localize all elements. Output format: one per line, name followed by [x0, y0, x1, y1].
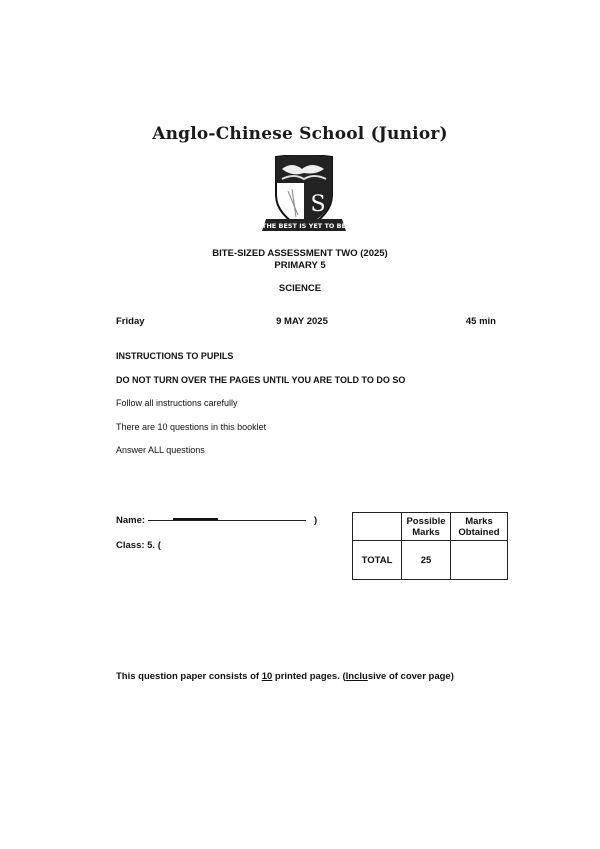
instruction-item: Answer ALL questions: [116, 445, 205, 455]
assessment-level: PRIMARY 5: [274, 260, 326, 271]
school-crest-icon: [258, 155, 350, 237]
assessment-subject: SCIENCE: [278, 283, 322, 294]
total-possible-marks: 25: [402, 541, 451, 580]
header-possible-marks: [402, 513, 451, 541]
header-obtained-line1: Marks: [465, 515, 493, 527]
exam-date: 9 MAY 2025: [276, 316, 328, 327]
marks-table: [352, 512, 508, 580]
total-marks-obtained[interactable]: [451, 541, 508, 580]
school-name: Anglo-Chinese School (Junior): [152, 124, 448, 144]
footer-inclusive-rest: sive of cover page): [367, 671, 454, 682]
marks-table-header-row: [353, 513, 508, 541]
header-possible-line2: Marks: [412, 526, 440, 538]
instructions-heading: INSTRUCTIONS TO PUPILS: [116, 351, 234, 361]
footer-prefix: This question paper consists of: [116, 671, 262, 682]
name-blank-line[interactable]: [148, 519, 306, 521]
name-close-paren: ): [314, 515, 318, 526]
svg-text:S: S: [310, 192, 326, 217]
page-count-note: [116, 671, 454, 682]
footer-middle: printed pages. (: [272, 671, 346, 682]
instruction-item: There are 10 questions in this booklet: [116, 422, 267, 432]
total-label: TOTAL: [353, 541, 402, 580]
footer-inclusive-underlined: Inclu: [345, 671, 368, 682]
header-obtained-line2: Obtained: [458, 526, 500, 538]
instruction-item: DO NOT TURN OVER THE PAGES UNTIL YOU ARE TOLD TO DO SO: [116, 375, 406, 385]
svg-text:THE BEST IS YET TO BE: THE BEST IS YET TO BE: [261, 222, 347, 230]
header-possible-line1: Possible: [406, 515, 446, 527]
name-field[interactable]: [116, 515, 317, 526]
assessment-title: BITE-SIZED ASSESSMENT TWO (2025): [212, 248, 388, 259]
header-marks-obtained: [451, 513, 508, 541]
exam-duration: 45 min: [465, 316, 496, 327]
class-label: Class: 5. (: [116, 540, 161, 551]
footer-page-count: 10: [261, 671, 273, 682]
marks-table-total-row: [353, 541, 508, 580]
exam-day: Friday: [116, 316, 145, 327]
header-blank-cell: [353, 513, 402, 541]
name-label: Name:: [116, 515, 146, 526]
instruction-item: Follow all instructions carefully: [116, 398, 238, 408]
